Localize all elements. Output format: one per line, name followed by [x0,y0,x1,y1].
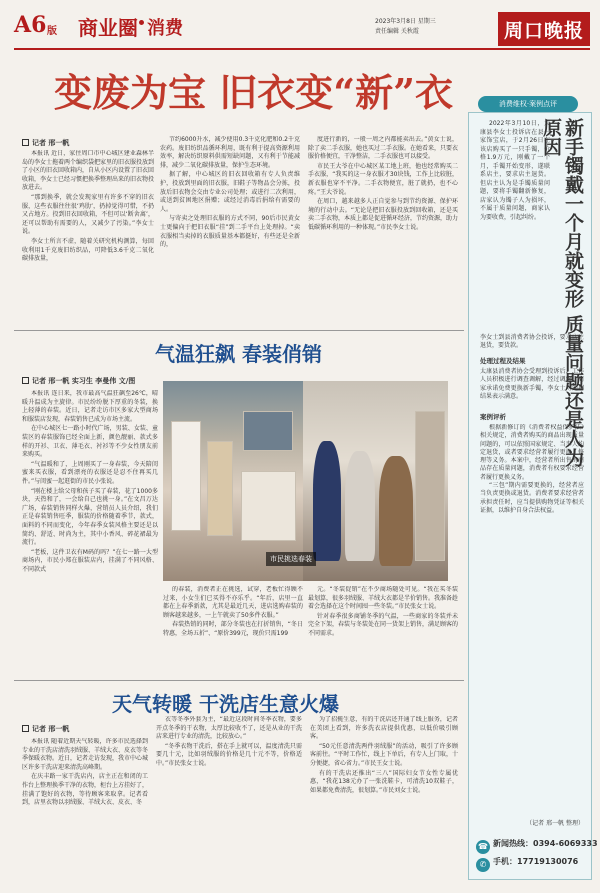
mobile-number: ✆ 手机：17719130076 [476,856,588,872]
sidebar-result-text: 太康县消费者协会受理到投诉后，工作人员积极进行调查调解，经过调解，商家承诺免费更换新手镯，李女士对处理结果表示满意。 [480,368,584,400]
mobile-icon: ✆ [476,858,490,872]
story3-col3: 为了招揽生意，有的干洗店还开通了线上服务，记者在美团上看到，许多洗衣店提供优惠，以低价吸引顾客。 “50元任意清洗两件羽绒服”的活动，吸引了许多顾客前往。“平时工作忙，线上下单后，有专人上门取，十分便捷，省心省力。”市民王女士说。 有的干洗店还推出“三八”国际妇女节女性专属优惠，“我花138元办了一张洗鞋卡，可清洗10双鞋子，如果都免费清洗，很划算。”市民刘女士说。 [310,716,458,794]
news-hotline: ☎ 新闻热线：0394-6069333 [476,838,588,854]
story1-byline: 记者 邢一帆 [22,138,69,148]
section-separator-dot [139,20,144,25]
sidebar-intro2: 李女士到县消费者协会投诉，要求店主退货，要货款。 [480,334,584,350]
sidebar-tag: 消费维权·案例点评 [478,96,578,112]
story1-title: 变废为宝 旧衣变“新”衣 [54,70,453,115]
sidebar-reporter: （记者 邢一帆 整理） [526,820,584,827]
story3-col1: 本报讯 随着近期天气转暖，许多市民选择到专业的干洗店清洗羽绒服、羊绒大衣、皮衣等冬季保暖衣物。近日，记者走访发现，我市中心城区许多干洗店迎来清洗高峰期。 在庆丰路一家干洗店内，店主正在和闭的工作台上整理换季干净的衣物，柜台上方挂好了，挂满了饱好的衣物，等待顾客来取拿。记者看到，店里衣物以羽绒服、羊绒大衣、皮衣、冬 [22,738,148,807]
story2-col3: 元。“冬装促销”在不少商场随处可见。“我在买冬装最划算，很多羽绒服、羊绒大衣都是半价销售。我准备趁着会选择在这个时间囤一些冬装。”市民张女士说。 针对春季很多商铺冬季的气温，一些商家的冬装并未完全下架，春装与冬装处在同一货架上销售，满足顾客的不同需求。 [308,586,458,637]
story3-col2: 衣等冬季外套为主，“最近这段时间冬季衣物，要多开点冬季的干衣物，太厚比较收不了，还是从业的干洗店来进行专业的清洗，比较放心。” “冬季衣物干洗后，搭在手上就可以，温度清洗只需要几十元，比如羽绒服的价格是几十元不等，价格适中。”市民张女士说。 [156,716,302,767]
clothing-store-photo [163,381,303,581]
story2-title: 气温狂飙 春装俏销 [155,342,322,366]
ban-label: 版 [47,26,57,37]
section-sub: 消费 [147,18,183,39]
story1-col2: 节约6000升水，减少使用0.3千克化肥和0.2千克农药。废旧纺织品循环利用，既有利于提高资源利用效率，解决纺织原料供需短缺问题，又有利于节能减排，减少二氧化碳排放量，保护生态环境。 据了解，中心城区的旧衣回收箱有专人负责维护，投放到里面的旧衣服，旧鞋子等物品会分拣，投放后旧衣物会交由专业公司处理；或进行二次利用，或送到贫困地区捐赠；或经过消毒后捐给有需要的人。 与寄卖之处理旧衣服的方式不同，90后市民黄女士更偏向于把旧衣服“挂”到二手平台上处理掉。“卖衣服相当卖掉的衣服质量基本都挺好，有些还是全新的， [160,136,300,249]
story3-title: 天气转暖 干洗店生意火爆 [112,692,339,716]
sidebar-intro: 2022年3月10日，太康县李女士投诉店在县一家饰宝店，于2月26日在该店购买了一只手镯，价格1.9万元，刚戴了一个月，手镯开始变形，遂联系店主，要求店主退货。但店主认为是手镯质量问题，要将手镯翻新修复，店家认为镯子人为损坏，不属于质量问题，商家认为要收费，引起纠纷。 [480,120,550,221]
sidebar-heading-result: 处理过程及结果 [480,357,526,365]
story1-col1: 本报讯 近日，家住周口市中心城区建业森林半岛的李女士拖着两个编织袋把家里的旧衣服投放到了小区的旧衣回收箱内，自从小区内设置了旧衣回收箱，李女士已经习惯把换季整理出来的旧衣物投放进去。 “那到换季，就会发现家里有许多不穿的旧衣服，这些衣服往往很‘鸡肋’，扔掉觉得可惜，不扔又占地方。投到旧衣回收箱，不但可以‘断舍离’，还可以帮助有需要的人，又减少了污染。”李女士说。 李女士所言不虚，随着关研究机构测算，每回收利用1千克废旧纺织品，可降低3.6千克二氧化碳排放量， [22,150,154,263]
sidebar-title: 新手镯戴一个月就变形 质量问题还是人为原因 [540,118,584,467]
story2-byline: 记者 邢一帆 实习生 李曼伟 文/图 [22,376,135,386]
story2-col1: 本报讯 连日来，我市最高气温狂飙至26℃，晴暖升温成为主旋律。市民纷纷脱下厚重的冬装，换上轻薄的春装。近日，记者走访市区多家大型商场和服装店发现，春装销售已成为市场主流。 在中心城区七一路小时代广场，男装、女装、童装区的春装服饰已经全面上新，颜色靓丽、款式多样的开衫、卫衣、薄毛衣、衬衫等不少女性朋友前来购买。 “气温暖和了，上周刚买了一身春装，今天陪闺蜜来买衣服，看到漂亮的衣服还是忍不住再买几件。”与闺蜜一起逛街的市民小张说。 “刚在楼上给父母和孩子买了春装，花了1000多块，天热和了，一会给自己也挑一身。”在文昌万达广场，春装销售同样火爆，营销员人员介绍，我们正是春装销售旺季，服装的价格随着季节，款式，面料的不同而变化，今年春季女装风格主要还是以简约、舒适、时尚为主，其中小香风、碎花裙最为流行。 “老板，这件卫衣有M码的吗？”在七一路一大型商场内，市民小郑在服装店内，挂满了不同风格、不同款式 [22,390,158,573]
newspaper-logo: 周口晚报 [498,12,590,46]
issue-date: 2023年3月8日 星期三 [375,18,436,25]
shoppers-photo [303,381,448,581]
divider [14,680,464,681]
sidebar-heading-analysis: 案例评析 [480,413,506,421]
story2-col2: 的春装，消费者正在挑选，试穿，老板忙得顾不过来，小女生们已买得不亦乐乎。“年后，店里一直都在上春季新款，尤其是最近几天，进店选购春装的顾客越来越多，一上午就卖了50多件衣服。” 春装热销的同时，部分冬装也在打折销售，“冬日特惠，全场五折”、“原价399元，现价只需199 [163,586,303,637]
responsible-editor: 责任编辑 关秋霞 [375,28,419,35]
header-rule [14,48,590,50]
phone-icon: ☎ [476,840,490,854]
photo-caption: 市民挑选春装 [266,552,316,566]
sidebar-analysis-text: 根据新修订的《消费者权益保护法》相关规定，消费者购买的商品出现质量问题的，可以依照国家规定、当事人约定退货，或者要求经营者履行更换、修理等义务。本案中，经营者所出售的商品存在质量问题，消费者有权要求经营者履行更换义务。 “三包”期内需要更换的，经营者应当负责更换或退货。消费者要求经营者承担责任时，应当提供购物凭证等相关证据，以维护自身合法权益。 [480,424,584,514]
story1-col3: 度进行新的，一般一周之内都能卖出去。”黄女士说，除了卖二手衣服，她也买过二手衣服。在她看来，只要衣服价格便宜，干净整洁，二手衣服也可以接受。 市民王大爷在中心城区某工地上班，他也经常购买二手衣服，“我买的这一身衣服才30块钱，工作上比较脏，新衣服也穿不平净。二手衣物便宜，脏了就扔，也不心疼。”王大爷说。 在周口，越来越多人正自觉参与到节约资源、保护环境的行动中去。“无论是把旧衣服投放到回收箱，还是买卖二手衣物，本质上都是促进循环经济，节约资源，助力低碳循环利用的一种体现。”市民李女士说。 [308,136,458,231]
page-number: A6 [14,12,47,38]
section-name: 商业圈 [78,16,138,40]
divider [14,330,464,331]
story3-byline: 记者 邢一帆 [22,724,69,734]
